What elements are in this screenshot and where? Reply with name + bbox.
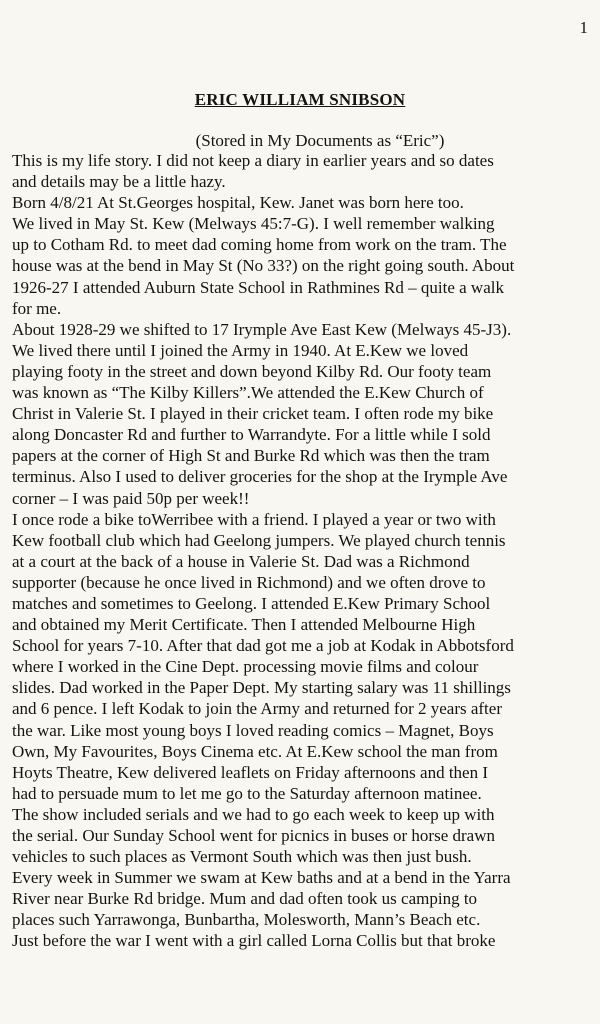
text-line: was known as “The Kilby Killers”.We attended the E.Kew Church of [12, 383, 484, 403]
text-line: 1926-27 I attended Auburn State School in Rathmines Rd – quite a walk [12, 277, 504, 297]
text-line: The show included serials and we had to go each week to keep up with [12, 804, 495, 824]
text-line: playing footy in the street and down beyond Kilby Rd. Our footy team [12, 361, 492, 381]
text-line: at a court at the back of a house in Valerie St. Dad was a Richmond [12, 551, 470, 571]
document-title: ERIC WILLIAM SNIBSON [194, 90, 406, 109]
text-line: had to persuade mum to let me go to the Saturday afternoon matinee. [12, 783, 482, 803]
text-line: and 6 pence. I left Kodak to join the Army and returned for 2 years after [12, 699, 502, 719]
text-line: Kew football club which had Geelong jumpers. We played church tennis [12, 530, 506, 550]
text-line: I once rode a bike toWerribee with a friend. I played a year or two with [12, 509, 496, 529]
text-line: terminus. Also I used to deliver groceries for the shop at the Irymple Ave [12, 467, 508, 487]
text-line: slides. Dad worked in the Paper Dept. My starting salary was 11 shillings [12, 678, 511, 698]
text-line: papers at the corner of High St and Burke Rd which was then the tram [12, 446, 490, 466]
text-line: up to Cotham Rd. to meet dad coming home from work on the tram. The [12, 235, 507, 255]
text-line: School for years 7-10. After that dad got me a job at Kodak in Abbotsford [12, 636, 514, 656]
text-line: Born 4/8/21 At St.Georges hospital, Kew. Janet was born here too. [12, 193, 464, 213]
text-line: Just before the war I went with a girl called Lorna Collis but that broke [12, 931, 496, 951]
page-number: 1 [579, 18, 588, 37]
text-line: Hoyts Theatre, Kew delivered leaflets on Friday afternoons and then I [12, 762, 488, 782]
text-line: Own, My Favourites, Boys Cinema etc. At E.Kew school the man from [12, 741, 498, 761]
document-subtitle: (Stored in My Documents as “Eric”) [195, 131, 445, 150]
text-line: Every week in Summer we swam at Kew baths and at a bend in the Yarra [12, 868, 511, 888]
text-line: and obtained my Merit Certificate. Then I attended Melbourne High [12, 615, 476, 635]
text-line: and details may be a little hazy. [12, 172, 226, 192]
text-line: along Doncaster Rd and further to Warrandyte. For a little while I sold [12, 425, 491, 445]
text-line: the war. Like most young boys I loved reading comics – Magnet, Boys [12, 720, 494, 740]
body-text [12, 150, 597, 952]
text-line: Christ in Valerie St. I played in their cricket team. I often rode my bike [12, 404, 494, 424]
text-line: vehicles to such places as Vermont South which was then just bush. [12, 847, 472, 867]
text-line: corner – I was paid 50p per week!! [12, 488, 250, 508]
text-line: We lived in May St. Kew (Melways 45:7-G). I well remember walking [12, 214, 495, 234]
text-line: for me. [12, 298, 62, 318]
text-line: places such Yarrawonga, Bunbartha, Molesworth, Mann’s Beach etc. [12, 910, 481, 930]
text-line: River near Burke Rd bridge. Mum and dad often took us camping to [12, 889, 478, 909]
text-line: where I worked in the Cine Dept. processing movie films and colour [12, 657, 479, 677]
text-line: supporter (because he once lived in Richmond) and we often drove to [12, 572, 486, 592]
text-line: the serial. Our Sunday School went for picnics in buses or horse drawn [12, 826, 495, 845]
text-line: house was at the bend in May St (No 33?) on the right going south. About [12, 256, 515, 276]
text-line: matches and sometimes to Geelong. I attended E.Kew Primary School [12, 593, 491, 613]
text-line: About 1928-29 we shifted to 17 Irymple Ave East Kew (Melways 45-J3). [12, 319, 512, 339]
text-line: We lived there until I joined the Army in 1940. At E.Kew we loved [12, 340, 469, 360]
text-line: This is my life story. I did not keep a diary in earlier years and so dates [12, 151, 494, 170]
